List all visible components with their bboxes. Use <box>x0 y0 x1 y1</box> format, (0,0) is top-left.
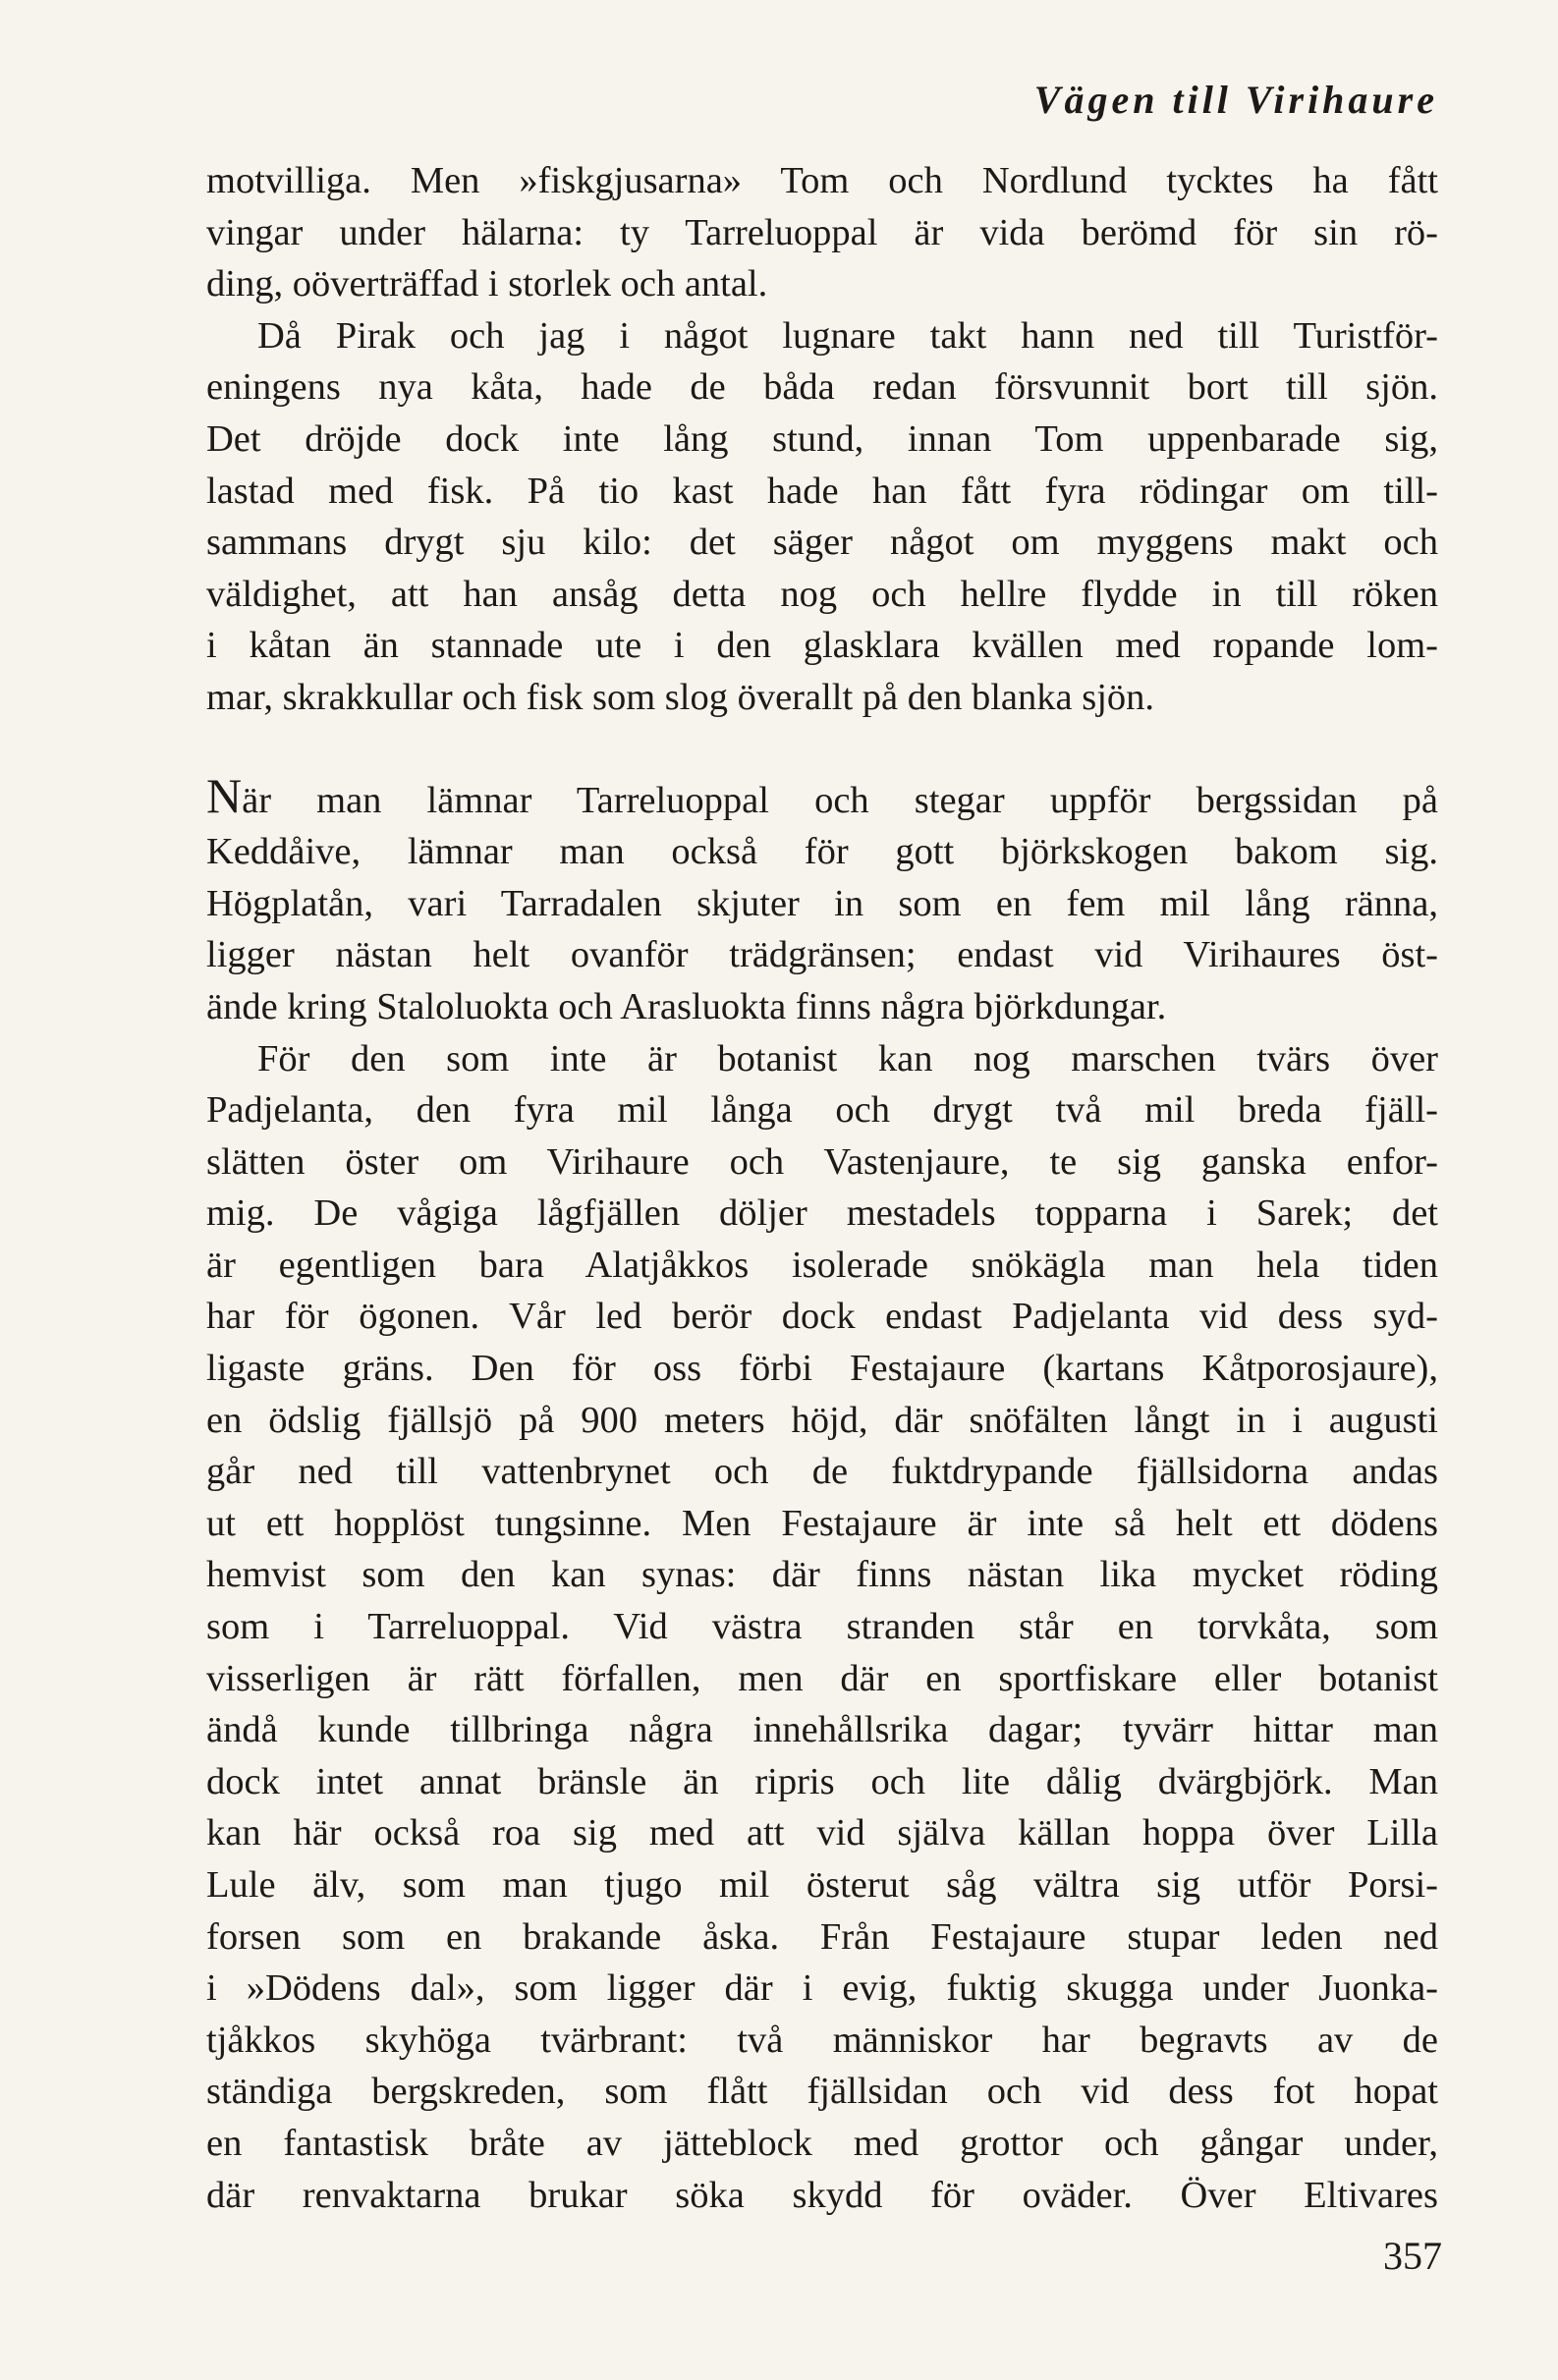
text-line: väldighet, att han ansåg detta nog och hellre flydde in till röken <box>206 573 1438 615</box>
text-line: är egentligen bara Alatjåkkos isolerade snökägla man hela tiden <box>206 1244 1438 1286</box>
page-number: 357 <box>1383 2234 1442 2278</box>
text-line: forsen som en brakande åska. Från Festajaure stupar leden ned <box>206 1915 1438 1958</box>
text-line: ände kring Staloluokta och Arasluokta finns några björkdungar. <box>206 985 1167 1027</box>
text-line: går ned till vattenbrynet och de fuktdrypande fjällsidorna andas <box>206 1451 1438 1493</box>
text-line: kan här också roa sig med att vid själva källan hoppa över Lilla <box>206 1812 1438 1854</box>
running-head: Vägen till Virihaure <box>1033 78 1438 122</box>
paragraph-3 <box>206 767 1438 1033</box>
text-line: en ödslig fjällsjö på 900 meters höjd, där snöfälten långt in i augusti <box>206 1399 1438 1441</box>
text-line <box>206 767 1438 827</box>
text-line: dock intet annat bränsle än ripris och lite dålig dvärgbjörk. Man <box>206 1760 1438 1802</box>
text-line: där renvaktarna brukar söka skydd för oväder. Över Eltivares <box>206 2174 1438 2216</box>
text-line: i »Dödens dal», som ligger där i evig, fuktig skugga under Juonka- <box>206 1967 1438 2010</box>
text-line: ding, oöverträffad i storlek och antal. <box>206 263 768 305</box>
text-line: Högplatån, vari Tarradalen skjuter in som en fem mil lång ränna, <box>206 882 1438 924</box>
text-line: slätten öster om Virihaure och Vastenjaure, te sig ganska enfor- <box>206 1140 1438 1183</box>
paragraph-1 <box>206 155 1438 310</box>
section-break <box>206 724 1438 775</box>
text-line: mig. De vågiga lågfjällen döljer mestadels topparna i Sarek; det <box>206 1192 1438 1235</box>
paragraph-4 <box>206 1033 1438 2222</box>
text-line: ut ett hopplöst tungsinne. Men Festajaure är inte så helt ett dödens <box>206 1502 1438 1544</box>
text-line: Lule älv, som man tjugo mil österut såg vältra sig utför Porsi- <box>206 1864 1438 1906</box>
first-line-text: är man lämnar Tarreluoppal och stegar uppför bergssidan på <box>242 779 1438 821</box>
text-line: För den som inte är botanist kan nog marschen tvärs över <box>257 1037 1438 1079</box>
text-line: i kåtan än stannade ute i den glasklara kvällen med ropande lom- <box>206 625 1438 667</box>
text-line: visserligen är rätt förfallen, men där en sportfiskare eller botanist <box>206 1657 1438 1699</box>
body-text <box>206 155 1438 2221</box>
text-line: en fantastisk bråte av jätteblock med grottor och gångar under, <box>206 2122 1438 2164</box>
text-line: ständiga bergskreden, som flått fjällsidan och vid dess fot hopat <box>206 2071 1438 2113</box>
paragraph-2 <box>206 310 1438 724</box>
text-line: sammans drygt sju kilo: det säger något om myggens makt och <box>206 522 1438 564</box>
text-line: har för ögonen. Vår led berör dock endast Padjelanta vid dess syd- <box>206 1296 1438 1338</box>
drop-cap: N <box>206 767 243 823</box>
text-line: hemvist som den kan synas: där finns nästan lika mycket röding <box>206 1554 1438 1596</box>
text-line: lastad med fisk. På tio kast hade han fått fyra rödingar om till- <box>206 470 1438 512</box>
text-line: mar, skrakkullar och fisk som slog överallt på den blanka sjön. <box>206 676 1155 718</box>
text-line: Keddåive, lämnar man också för gott björkskogen bakom sig. <box>206 831 1438 873</box>
text-line: Padjelanta, den fyra mil långa och drygt två mil breda fjäll- <box>206 1089 1438 1132</box>
text-line: tjåkkos skyhöga tvärbrant: två människor har begravts av de <box>206 2019 1438 2061</box>
text-line: Då Pirak och jag i något lugnare takt hann ned till Turistför- <box>257 314 1438 357</box>
text-line: motvilliga. Men »fiskgjusarna» Tom och Nordlund tycktes ha fått <box>206 160 1438 201</box>
text-line: ligger nästan helt ovanför trädgränsen; endast vid Virihaures öst- <box>206 934 1438 976</box>
text-line: Det dröjde dock inte lång stund, innan Tom uppenbarade sig, <box>206 417 1438 460</box>
text-line: som i Tarreluoppal. Vid västra stranden står en torvkåta, som <box>206 1606 1438 1648</box>
text-line: eningens nya kåta, hade de båda redan försvunnit bort till sjön. <box>206 366 1438 409</box>
text-line: vingar under hälarna: ty Tarreluoppal är vida berömd för sin rö- <box>206 211 1438 253</box>
text-line: ligaste gräns. Den för oss förbi Festajaure (kartans Kåtporosjaure), <box>206 1348 1438 1390</box>
text-line: ändå kunde tillbringa några innehållsrika dagar; tyvärr hittar man <box>206 1709 1438 1751</box>
